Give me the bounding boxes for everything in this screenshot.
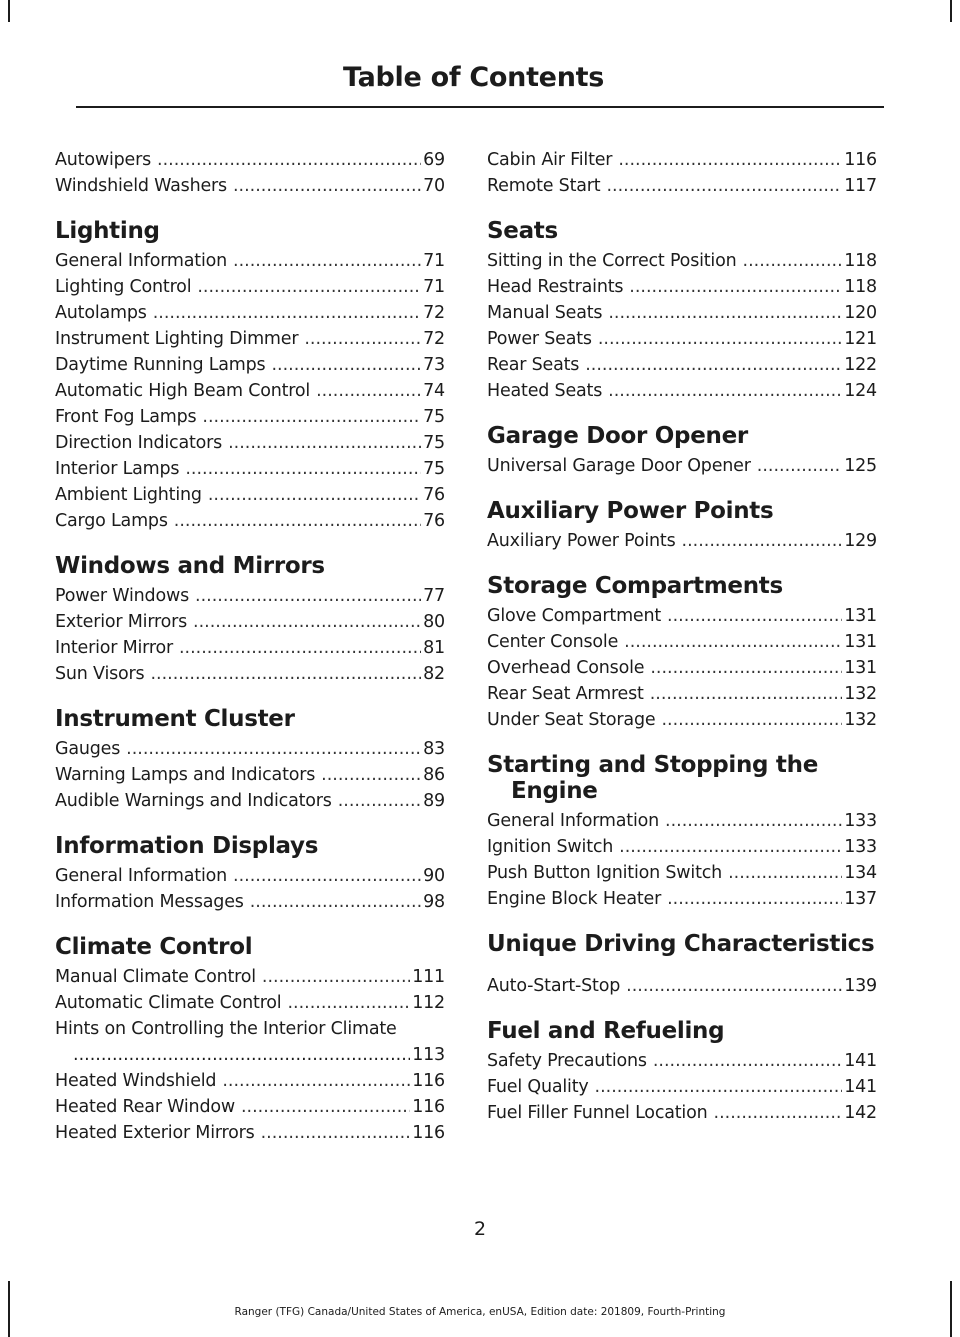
toc-entry-label: Exterior Mirrors xyxy=(55,612,188,632)
section-heading: Lighting xyxy=(55,218,160,244)
dot-leader xyxy=(233,173,421,199)
toc-entry-page: 72 xyxy=(423,303,445,323)
toc-entry-page: 121 xyxy=(844,329,877,349)
toc-entry[interactable] xyxy=(55,762,445,788)
toc-entry[interactable] xyxy=(55,661,445,687)
dot-leader xyxy=(321,762,421,788)
toc-entry-page: 111 xyxy=(412,967,445,987)
toc-entry[interactable] xyxy=(55,404,445,430)
toc-entry-label: Windshield Washers xyxy=(55,176,227,196)
toc-entry-label: Autowipers xyxy=(55,150,151,170)
toc-entry-page: 76 xyxy=(423,485,445,505)
toc-entry-label: Warning Lamps and Indicators xyxy=(55,765,316,785)
section-heading: Windows and Mirrors xyxy=(55,553,325,579)
toc-entry[interactable] xyxy=(55,300,445,326)
toc-right-column xyxy=(487,147,877,1126)
toc-entry-page: 71 xyxy=(423,277,445,297)
toc-entry-label: Engine Block Heater xyxy=(487,889,662,909)
toc-entry[interactable] xyxy=(487,147,877,173)
toc-entry-label: Center Console xyxy=(487,632,619,652)
toc-entry-label: General Information xyxy=(55,251,228,271)
toc-entry-label: Heated Windshield xyxy=(55,1071,217,1091)
toc-entry[interactable] xyxy=(55,736,445,762)
toc-entry-label: Interior Lamps xyxy=(55,459,180,479)
dot-leader xyxy=(653,1048,842,1074)
toc-entry-page: 70 xyxy=(423,176,445,196)
toc-entry[interactable] xyxy=(55,609,445,635)
toc-entry-label: Manual Climate Control xyxy=(55,967,256,987)
toc-entry[interactable] xyxy=(55,147,445,173)
toc-entry[interactable] xyxy=(487,707,877,733)
toc-entry-label: Heated Exterior Mirrors xyxy=(55,1123,255,1143)
toc-entry-label: Sitting in the Correct Position xyxy=(487,251,737,271)
dot-leader xyxy=(619,834,842,860)
dot-leader xyxy=(624,629,842,655)
dot-leader xyxy=(338,788,421,814)
toc-entry-page: 141 xyxy=(844,1077,877,1097)
section-heading: Information Displays xyxy=(55,833,319,859)
toc-entry[interactable] xyxy=(487,834,877,860)
toc-entry-page: 116 xyxy=(412,1071,445,1091)
toc-entry-label: Rear Seat Armrest xyxy=(487,684,644,704)
toc-entry[interactable] xyxy=(487,655,877,681)
toc-entry-page: 90 xyxy=(423,866,445,886)
dot-leader xyxy=(126,736,421,762)
toc-entry-label: Rear Seats xyxy=(487,355,580,375)
toc-entry-page: 77 xyxy=(423,586,445,606)
toc-entry[interactable] xyxy=(55,326,445,352)
toc-entry-page: 75 xyxy=(423,407,445,427)
toc-entry[interactable] xyxy=(55,508,445,534)
toc-entry[interactable] xyxy=(55,863,445,889)
toc-entry[interactable] xyxy=(55,964,445,990)
toc-entry-page: 116 xyxy=(844,150,877,170)
toc-entry-page: 82 xyxy=(423,664,445,684)
toc-entry-page: 118 xyxy=(844,251,877,271)
dot-leader xyxy=(250,889,421,915)
toc-entry-label: Fuel Quality xyxy=(487,1077,589,1097)
section-heading: Climate Control xyxy=(55,934,253,960)
dot-leader xyxy=(271,352,421,378)
toc-entry-page: 74 xyxy=(423,381,445,401)
dot-leader xyxy=(195,583,421,609)
toc-entry-label: Heated Rear Window xyxy=(55,1097,235,1117)
dot-leader xyxy=(193,609,421,635)
dot-leader xyxy=(595,1074,843,1100)
dot-leader xyxy=(585,352,842,378)
toc-entry[interactable] xyxy=(55,1094,445,1120)
toc-entry-label: Instrument Lighting Dimmer xyxy=(55,329,299,349)
toc-entry[interactable] xyxy=(487,1074,877,1100)
toc-entry[interactable] xyxy=(55,1068,445,1094)
dot-leader xyxy=(626,973,842,999)
toc-entry-label: Interior Mirror xyxy=(55,638,173,658)
toc-entry-page: 122 xyxy=(844,355,877,375)
toc-entry-page: 98 xyxy=(423,892,445,912)
dot-leader xyxy=(197,274,421,300)
toc-entry-label: Power Windows xyxy=(55,586,189,606)
dot-leader xyxy=(665,808,842,834)
toc-entry-page: 129 xyxy=(844,531,877,551)
toc-entry[interactable] xyxy=(55,173,445,199)
toc-entry[interactable] xyxy=(487,860,877,886)
toc-entry[interactable] xyxy=(487,274,877,300)
toc-entry-label: Safety Precautions xyxy=(487,1051,647,1071)
section-heading: Fuel and Refueling xyxy=(487,1018,725,1044)
dot-leader xyxy=(287,990,410,1016)
section-heading: Starting and Stopping the Engine xyxy=(487,752,818,804)
toc-entry-label: Ambient Lighting xyxy=(55,485,202,505)
toc-entry-page: 76 xyxy=(423,511,445,531)
toc-entry-page: 116 xyxy=(412,1123,445,1143)
dot-leader xyxy=(714,1100,843,1126)
toc-entry-page: 89 xyxy=(423,791,445,811)
toc-entry-label: Gauges xyxy=(55,739,121,759)
toc-entry-page: 137 xyxy=(844,889,877,909)
toc-entry[interactable] xyxy=(487,629,877,655)
footer-edition-info: Ranger (TFG) Canada/United States of America, enUSA, Edition date: 201809, Fourth-Printing xyxy=(234,1306,726,1318)
dot-leader xyxy=(179,635,421,661)
toc-entry-page: 132 xyxy=(844,684,877,704)
dot-leader xyxy=(606,173,842,199)
toc-entry-label: Lighting Control xyxy=(55,277,192,297)
toc-entry[interactable] xyxy=(55,889,445,915)
dot-leader xyxy=(682,528,843,554)
toc-entry[interactable] xyxy=(55,274,445,300)
toc-entry-page: 124 xyxy=(844,381,877,401)
toc-entry[interactable] xyxy=(487,173,877,199)
toc-entry-page: 112 xyxy=(412,993,445,1013)
toc-entry[interactable] xyxy=(55,430,445,456)
toc-entry[interactable] xyxy=(55,482,445,508)
toc-entry-label: Front Fog Lamps xyxy=(55,407,197,427)
dot-leader xyxy=(174,508,421,534)
dot-leader xyxy=(667,886,842,912)
dot-leader xyxy=(73,1042,410,1068)
toc-entry[interactable] xyxy=(487,528,877,554)
dot-leader xyxy=(153,300,421,326)
dot-leader xyxy=(661,707,842,733)
section-heading: Storage Compartments xyxy=(487,573,783,599)
dot-leader xyxy=(304,326,421,352)
section-heading: Unique Driving Characteristics xyxy=(487,931,875,957)
toc-entry-label: Information Messages xyxy=(55,892,244,912)
dot-leader xyxy=(650,681,842,707)
dot-leader xyxy=(233,863,421,889)
toc-entry[interactable] xyxy=(487,1048,877,1074)
toc-entry-label: Push Button Ignition Switch xyxy=(487,863,723,883)
toc-entry-page: 118 xyxy=(844,277,877,297)
dot-leader xyxy=(743,248,843,274)
toc-entry[interactable] xyxy=(487,326,877,352)
toc-entry-page: 141 xyxy=(844,1051,877,1071)
dot-leader xyxy=(757,453,842,479)
section-heading: Seats xyxy=(487,218,558,244)
dot-leader xyxy=(728,860,842,886)
toc-entry-page: 71 xyxy=(423,251,445,271)
toc-entry-page: 81 xyxy=(423,638,445,658)
toc-entry-page: 72 xyxy=(423,329,445,349)
dot-leader xyxy=(233,248,421,274)
toc-entry-page: 80 xyxy=(423,612,445,632)
toc-entry-page: 120 xyxy=(844,303,877,323)
dot-leader xyxy=(262,964,410,990)
toc-entry[interactable] xyxy=(487,681,877,707)
toc-entry-label: Heated Seats xyxy=(487,381,603,401)
toc-entry-label: Glove Compartment xyxy=(487,606,662,626)
page-title: Table of Contents xyxy=(342,62,604,93)
toc-entry-page: 75 xyxy=(423,459,445,479)
toc-entry-page: 116 xyxy=(412,1097,445,1117)
dot-leader xyxy=(202,404,421,430)
toc-entry-label: Manual Seats xyxy=(487,303,603,323)
toc-entry-page: 75 xyxy=(423,433,445,453)
toc-entry[interactable] xyxy=(55,248,445,274)
toc-entry-label: Fuel Filler Funnel Location xyxy=(487,1103,708,1123)
toc-entry-page: 113 xyxy=(412,1045,445,1065)
toc-entry-page: 139 xyxy=(844,976,877,996)
toc-entry-label: Overhead Console xyxy=(487,658,645,678)
toc-entry[interactable] xyxy=(55,583,445,609)
toc-entry-page: 133 xyxy=(844,811,877,831)
toc-entry-label: Head Restraints xyxy=(487,277,624,297)
toc-entry-page: 131 xyxy=(844,658,877,678)
dot-leader xyxy=(667,603,842,629)
toc-entry[interactable] xyxy=(487,603,877,629)
toc-entry[interactable] xyxy=(487,1100,877,1126)
toc-entry-label: Hints on Controlling the Interior Climate xyxy=(55,1019,397,1039)
toc-entry-page: 134 xyxy=(844,863,877,883)
toc-entry-page: 69 xyxy=(423,150,445,170)
toc-entry-page: 83 xyxy=(423,739,445,759)
title-divider xyxy=(76,106,884,108)
toc-entry[interactable] xyxy=(487,248,877,274)
dot-leader xyxy=(222,1068,410,1094)
toc-entry[interactable] xyxy=(487,973,877,999)
toc-entry[interactable] xyxy=(55,456,445,482)
toc-entry[interactable] xyxy=(487,352,877,378)
toc-entry-page: 117 xyxy=(844,176,877,196)
toc-entry-label: Cargo Lamps xyxy=(55,511,168,531)
toc-left-column xyxy=(55,147,445,1146)
toc-entry-label: Automatic High Beam Control xyxy=(55,381,311,401)
toc-entry-label: Autolamps xyxy=(55,303,147,323)
toc-entry[interactable] xyxy=(55,788,445,814)
toc-entry[interactable] xyxy=(55,1120,445,1146)
dot-leader xyxy=(208,482,421,508)
toc-entry[interactable] xyxy=(487,808,877,834)
dot-leader xyxy=(629,274,842,300)
toc-entry-label: General Information xyxy=(55,866,228,886)
section-heading: Instrument Cluster xyxy=(55,706,295,732)
crop-mark-top-left xyxy=(8,0,10,22)
section-heading: Garage Door Opener xyxy=(487,423,748,449)
toc-entry-label: Cabin Air Filter xyxy=(487,150,613,170)
toc-entry-continuation xyxy=(55,1042,445,1068)
dot-leader xyxy=(608,378,842,404)
dot-leader xyxy=(228,430,421,456)
toc-entry-label: Under Seat Storage xyxy=(487,710,656,730)
toc-entry-page: 125 xyxy=(844,456,877,476)
toc-entry-page: 131 xyxy=(844,632,877,652)
section-heading: Auxiliary Power Points xyxy=(487,498,774,524)
dot-leader xyxy=(157,147,421,173)
dot-leader xyxy=(650,655,842,681)
toc-entry[interactable] xyxy=(487,886,877,912)
toc-entry-label: Sun Visors xyxy=(55,664,145,684)
toc-entry-label: Audible Warnings and Indicators xyxy=(55,791,332,811)
toc-entry[interactable] xyxy=(55,635,445,661)
toc-entry[interactable] xyxy=(55,378,445,404)
toc-entry-page: 142 xyxy=(844,1103,877,1123)
toc-entry-label: Automatic Climate Control xyxy=(55,993,282,1013)
dot-leader xyxy=(150,661,421,687)
toc-entry[interactable] xyxy=(487,300,877,326)
toc-entry[interactable] xyxy=(487,378,877,404)
toc-entry-page: 86 xyxy=(423,765,445,785)
toc-entry-label: Auxiliary Power Points xyxy=(487,531,676,551)
toc-entry-label: Universal Garage Door Opener xyxy=(487,456,751,476)
toc-entry-label: Ignition Switch xyxy=(487,837,614,857)
toc-entry-label: Daytime Running Lamps xyxy=(55,355,266,375)
toc-entry-label: General Information xyxy=(487,811,660,831)
dot-leader xyxy=(608,300,842,326)
toc-entry[interactable] xyxy=(55,1016,445,1068)
toc-entry[interactable] xyxy=(55,990,445,1016)
dot-leader xyxy=(598,326,842,352)
toc-entry-page: 131 xyxy=(844,606,877,626)
toc-entry-label: Auto-Start-Stop xyxy=(487,976,621,996)
crop-mark-top-right xyxy=(950,0,952,22)
dot-leader xyxy=(618,147,842,173)
dot-leader xyxy=(316,378,421,404)
page-number: 2 xyxy=(473,1218,487,1240)
dot-leader xyxy=(241,1094,410,1120)
toc-entry[interactable] xyxy=(487,453,877,479)
toc-entry-page: 73 xyxy=(423,355,445,375)
toc-entry[interactable] xyxy=(55,352,445,378)
dot-leader xyxy=(261,1120,411,1146)
toc-entry-label: Remote Start xyxy=(487,176,601,196)
dot-leader xyxy=(185,456,421,482)
toc-entry-page: 133 xyxy=(844,837,877,857)
toc-entry-label: Direction Indicators xyxy=(55,433,223,453)
toc-entry-label: Power Seats xyxy=(487,329,592,349)
toc-entry-page: 132 xyxy=(844,710,877,730)
